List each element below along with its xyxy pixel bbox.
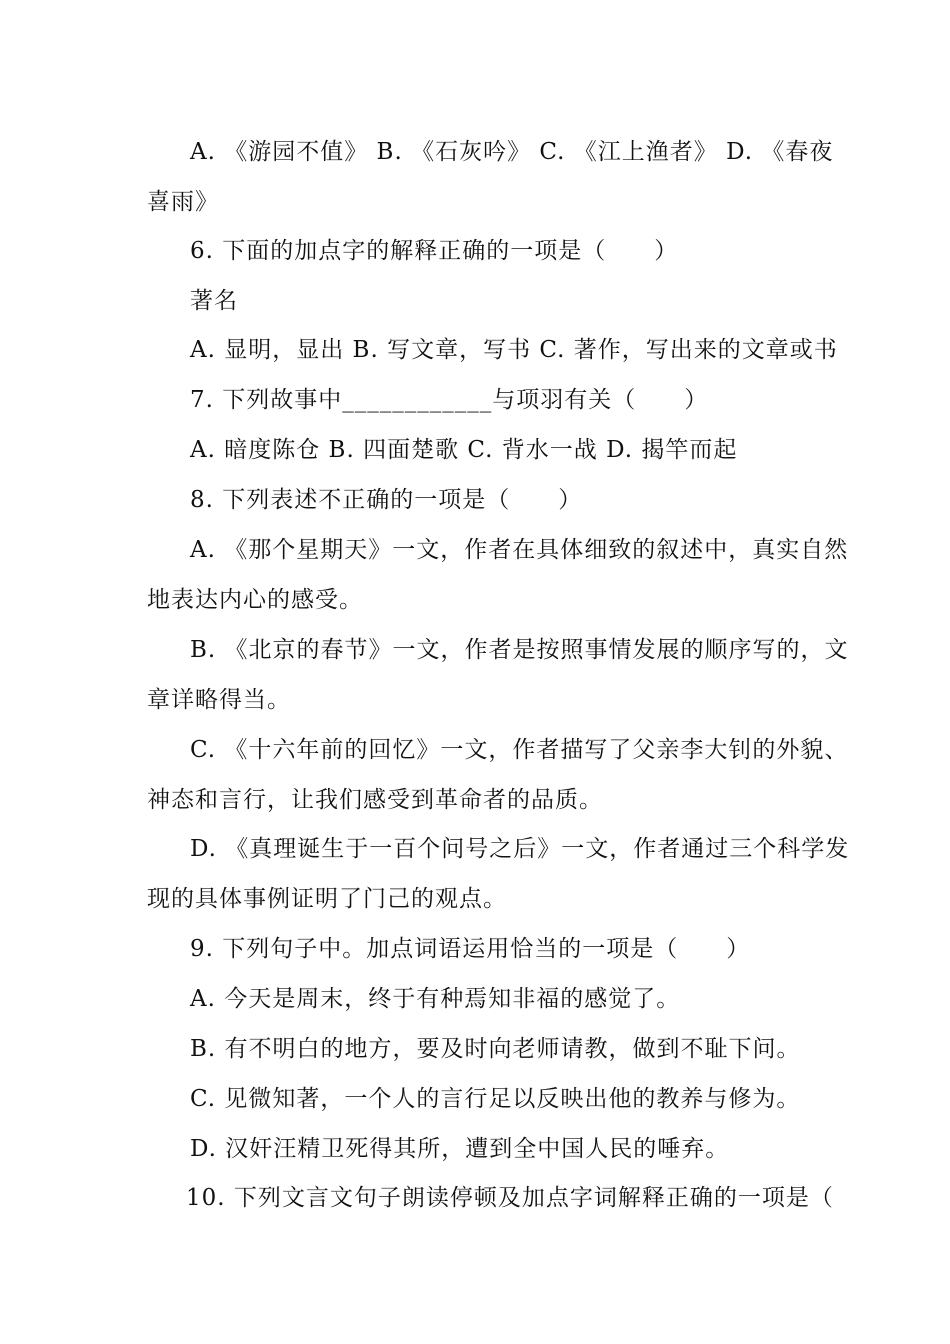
q9-option-d: D. 汉奸汪精卫死得其所，遭到全中国人民的唾弃。 (190, 1136, 730, 1162)
q7-stem: 7. 下列故事中____________与项羽有关（ ） (190, 387, 709, 413)
q9-option-c: C. 见微知著，一个人的言行足以反映出他的教养与修为。 (190, 1086, 801, 1112)
q10-stem: 10. 下列文言文句子朗读停顿及加点字词解释正确的一项是（ (186, 1185, 834, 1211)
q6-options: A. 显明，显出 B. 写文章，写书 C. 著作，写出来的文章或书 (190, 337, 838, 363)
q9-stem: 9. 下列句子中。加点词语运用恰当的一项是（ ） (190, 936, 751, 962)
q8-option-d: D. 《真理诞生于一百个问号之后》一文，作者通过三个科学发 (190, 836, 850, 862)
q5-options-continuation: 喜雨》 (147, 189, 219, 215)
q8-stem: 8. 下列表述不正确的一项是（ ） (190, 487, 583, 513)
q8-option-a: A. 《那个星期天》一文，作者在具体细致的叙述中，真实自然 (190, 537, 849, 563)
q6-stem: 6. 下面的加点字的解释正确的一项是（ ） (190, 238, 679, 264)
q8-option-b: B. 《北京的春节》一文，作者是按照事情发展的顺序写的，文 (190, 637, 849, 663)
q5-options-line: A. 《游园不值》 B. 《石灰吟》 C. 《江上渔者》 D. 《春夜 (190, 139, 834, 165)
q8-option-d-continuation: 现的具体事例证明了门己的观点。 (147, 886, 507, 912)
q8-option-b-continuation: 章详略得当。 (147, 687, 291, 713)
q9-option-b: B. 有不明白的地方，要及时向老师请教，做到不耻下问。 (190, 1036, 801, 1062)
q8-option-c: C. 《十六年前的回忆》一文，作者描写了父亲李大钊的外貌、 (190, 737, 849, 763)
q7-options: A. 暗度陈仓 B. 四面楚歌 C. 背水一战 D. 揭竿而起 (190, 437, 738, 463)
q8-option-c-continuation: 神态和言行，让我们感受到革命者的品质。 (147, 787, 603, 813)
q9-option-a: A. 今天是周末，终于有种焉知非福的感觉了。 (190, 986, 681, 1012)
q6-word: 著名 (190, 288, 238, 314)
q8-option-a-continuation: 地表达内心的感受。 (147, 587, 363, 613)
